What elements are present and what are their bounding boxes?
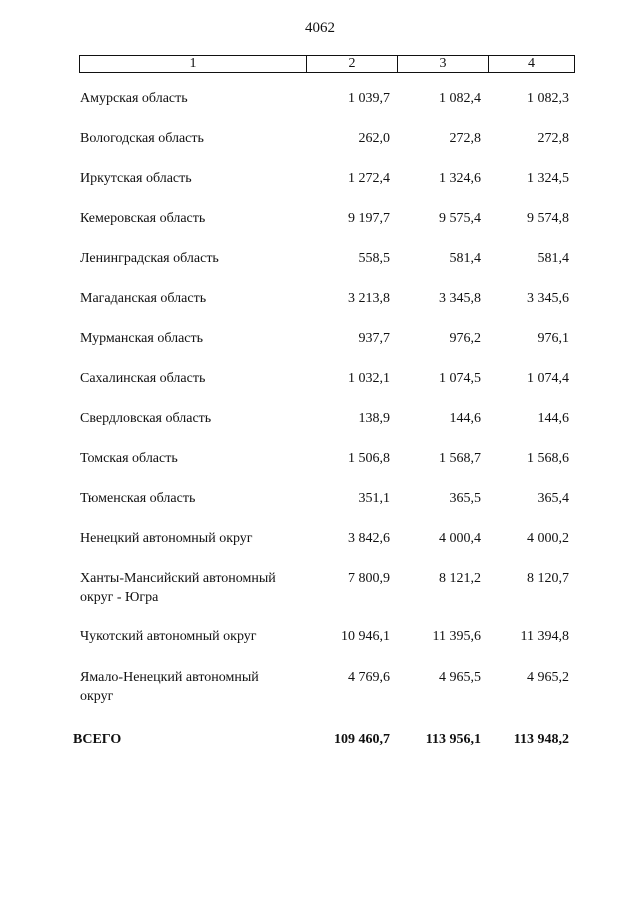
region-name <box>80 569 305 607</box>
table-row <box>0 489 640 529</box>
value-col-4: 1 074,4 <box>527 371 569 386</box>
value-col-2: 7 800,9 <box>348 571 390 586</box>
value-col-2: 937,7 <box>358 331 390 346</box>
table-body <box>0 89 640 754</box>
region-name-line-2: округ - Югра <box>80 590 159 605</box>
value-col-2: 3 213,8 <box>348 291 390 306</box>
value-col-4: 4 965,2 <box>527 670 569 685</box>
value-col-3: 365,5 <box>449 491 481 506</box>
value-col-2: 1 039,7 <box>348 91 390 106</box>
region-name: Чукотский автономный округ <box>80 629 257 644</box>
region-name: Амурская область <box>80 91 188 106</box>
table-row <box>0 369 640 409</box>
region-name: Мурманская область <box>80 331 204 346</box>
column-header-1: 1 <box>189 56 197 71</box>
total-col-4: 113 948,2 <box>513 732 569 747</box>
value-col-2: 1 506,8 <box>348 451 390 466</box>
value-col-2: 351,1 <box>358 491 390 506</box>
total-col-3: 113 956,1 <box>425 732 481 747</box>
value-col-3: 1 324,6 <box>439 171 481 186</box>
value-col-4: 1 082,3 <box>527 91 569 106</box>
value-col-4: 9 574,8 <box>527 211 569 226</box>
total-row <box>0 730 640 754</box>
table-row <box>0 569 640 627</box>
value-col-2: 1 272,4 <box>348 171 390 186</box>
table-row <box>0 169 640 209</box>
region-name: Ленинградская область <box>80 251 219 266</box>
value-col-3: 8 121,2 <box>439 571 481 586</box>
value-col-3: 272,8 <box>449 131 481 146</box>
value-col-2: 4 769,6 <box>348 670 390 685</box>
value-col-2: 262,0 <box>358 131 390 146</box>
value-col-4: 1 324,5 <box>527 171 569 186</box>
table-row <box>0 409 640 449</box>
region-name: Свердловская область <box>80 411 212 426</box>
table-row <box>0 529 640 569</box>
value-col-2: 1 032,1 <box>348 371 390 386</box>
value-col-2: 558,5 <box>358 251 390 266</box>
region-name-line-1: Ханты-Мансийский автономный <box>80 571 276 586</box>
total-label: ВСЕГО <box>73 732 122 747</box>
value-col-3: 1 074,5 <box>439 371 481 386</box>
value-col-2: 9 197,7 <box>348 211 390 226</box>
value-col-2: 138,9 <box>358 411 390 426</box>
value-col-4: 3 345,6 <box>527 291 569 306</box>
page-number: 4062 <box>305 20 335 36</box>
table-row <box>0 449 640 489</box>
total-col-2: 109 460,7 <box>334 732 390 747</box>
value-col-4: 1 568,6 <box>527 451 569 466</box>
region-name: Ненецкий автономный округ <box>80 531 253 546</box>
value-col-3: 144,6 <box>449 411 481 426</box>
value-col-3: 3 345,8 <box>439 291 481 306</box>
region-name: Иркутская область <box>80 171 192 186</box>
region-name-line-2: округ <box>80 689 114 704</box>
value-col-4: 4 000,2 <box>527 531 569 546</box>
value-col-3: 581,4 <box>449 251 481 266</box>
table-row <box>0 89 640 129</box>
region-name-line-1: Ямало-Ненецкий автономный <box>80 670 259 685</box>
region-name: Тюменская область <box>80 491 196 506</box>
table-row <box>0 627 640 668</box>
value-col-4: 976,1 <box>537 331 569 346</box>
value-col-4: 11 394,8 <box>520 629 569 644</box>
column-header-4: 4 <box>488 56 574 72</box>
table-row <box>0 668 640 730</box>
value-col-2: 10 946,1 <box>341 629 390 644</box>
column-header-2: 2 <box>306 56 397 72</box>
value-col-3: 11 395,6 <box>432 629 481 644</box>
value-col-3: 4 965,5 <box>439 670 481 685</box>
column-header-3: 3 <box>397 56 488 72</box>
region-name: Магаданская область <box>80 291 207 306</box>
table-row <box>0 209 640 249</box>
table-row <box>0 129 640 169</box>
value-col-3: 976,2 <box>449 331 481 346</box>
region-name <box>80 668 305 706</box>
region-name: Томская область <box>80 451 178 466</box>
value-col-2: 3 842,6 <box>348 531 390 546</box>
value-col-3: 9 575,4 <box>439 211 481 226</box>
region-name: Кемеровская область <box>80 211 206 226</box>
value-col-4: 144,6 <box>537 411 569 426</box>
value-col-4: 272,8 <box>537 131 569 146</box>
value-col-4: 365,4 <box>537 491 569 506</box>
value-col-3: 4 000,4 <box>439 531 481 546</box>
value-col-3: 1 568,7 <box>439 451 481 466</box>
table-row <box>0 329 640 369</box>
region-name: Сахалинская область <box>80 371 206 386</box>
value-col-4: 8 120,7 <box>527 571 569 586</box>
region-name: Вологодская область <box>80 131 204 146</box>
table-row <box>0 289 640 329</box>
value-col-3: 1 082,4 <box>439 91 481 106</box>
table-header-row <box>79 55 575 73</box>
value-col-4: 581,4 <box>537 251 569 266</box>
table-row <box>0 249 640 289</box>
